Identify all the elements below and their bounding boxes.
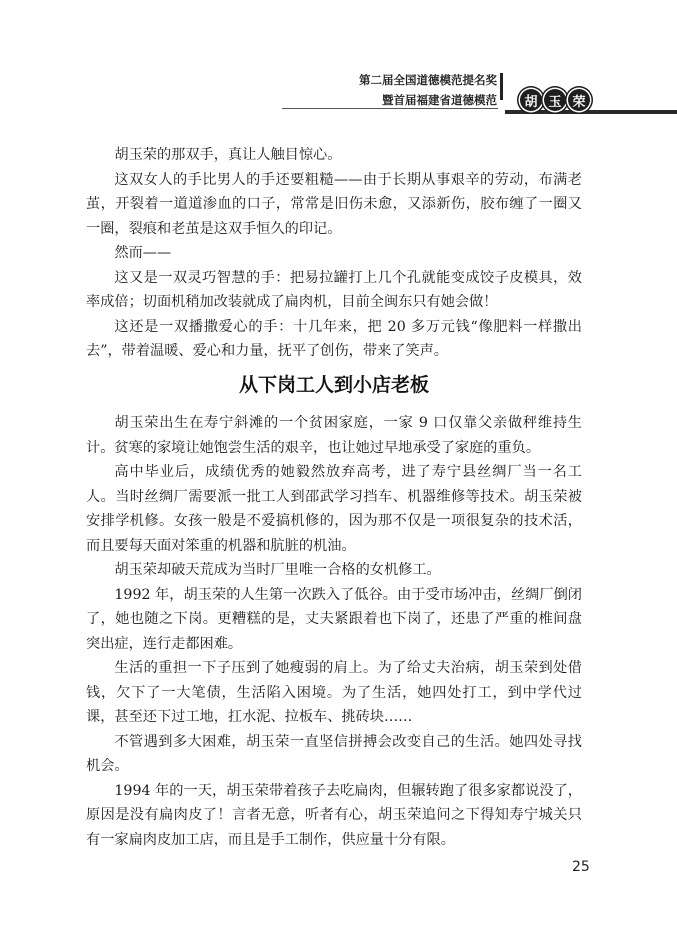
- header-award-subtitle: 暨首届福建省道德模范: [382, 93, 497, 107]
- intro-text: [86, 143, 582, 364]
- section-title: 从下岗工人到小店老板: [238, 374, 429, 396]
- name-badges: [520, 89, 590, 111]
- paragraph: 胡玉荣的那双手，真让人触目惊心。: [114, 147, 342, 163]
- section-body: [86, 411, 582, 852]
- paragraph: 1992 年，胡玉荣的人生第一次跌入了低谷。由于受市场冲击，丝绸厂倒闭了，她也随之下岗。更糟糕的是，丈夫紧跟着也下岗了，还患了严重的椎间盘突出症，连行走都困难。: [86, 586, 582, 652]
- paragraph: 这双女人的手比男人的手还要粗糙——由于长期从事艰辛的劳动，布满老茧，开裂着一道道渗血的口子，常常是旧伤未愈，又添新伤，胶布缠了一圈又一圈，裂痕和老茧是这双手恒久的印记。: [86, 171, 582, 237]
- page-number: 25: [572, 859, 590, 875]
- name-badge: 荣: [568, 89, 590, 111]
- header-rule: [282, 108, 498, 109]
- paragraph: 胡玉荣出生在寿宁斜滩的一个贫困家庭，一家 9 口仅靠父亲做秤维持生计。贫寒的家境让她饱尝生活的艰辛，也让她过早地承受了家庭的重负。: [86, 415, 582, 456]
- paragraph: 高中毕业后，成绩优秀的她毅然放弃高考，进了寿宁县丝绸厂当一名工人。当时丝绸厂需要派一批工人到邵武学习挡车、机器维修等技术。胡玉荣被安排学机修。女孩一般是不爱搞机修的，因为那不仅是一项很复杂的技术活，而且要每天面对笨重的机器和肮脏的机油。: [86, 464, 582, 554]
- header-divider: [500, 73, 503, 100]
- name-badge: 胡: [520, 89, 542, 111]
- paragraph: 这还是一双播撒爱心的手：十几年来，把 20 多万元钱“像肥料一样撒出去”，带着温暖、爱心和力量，抚平了创伤，带来了笑声。: [86, 318, 582, 359]
- paragraph: 1994 年的一天，胡玉荣带着孩子去吃扁肉，但辗转跑了很多家都说没了，原因是没有扁肉皮了！言者无意，听者有心，胡玉荣追问之下得知寿宁城关只有一家扁肉皮加工店，而且是手工制作，供应量十分有限。: [86, 782, 582, 848]
- name-badge: 玉: [544, 89, 566, 111]
- header-award-title: 第二届全国道德模范提名奖: [359, 73, 497, 87]
- paragraph: 这又是一双灵巧智慧的手：把易拉罐打上几个孔就能变成饺子皮模具，效率成倍；切面机稍加改装就成了扁肉机，目前全闽东只有她会做！: [86, 269, 582, 310]
- paragraph: 然而——: [114, 245, 172, 261]
- paragraph: 胡玉荣却破天荒成为当时厂里唯一合格的女机修工。: [114, 562, 441, 578]
- paragraph: 不管遇到多大困难，胡玉荣一直坚信拼搏会改变自己的生活。她四处寻找机会。: [86, 733, 582, 774]
- paragraph: 生活的重担一下子压到了她瘦弱的肩上。为了给丈夫治病，胡玉荣到处借钱，欠下了一大笔债，生活陷入困境。为了生活，她四处打工，到中学代过课，甚至还下过工地，扛水泥、拉板车、挑砖块……: [86, 660, 582, 725]
